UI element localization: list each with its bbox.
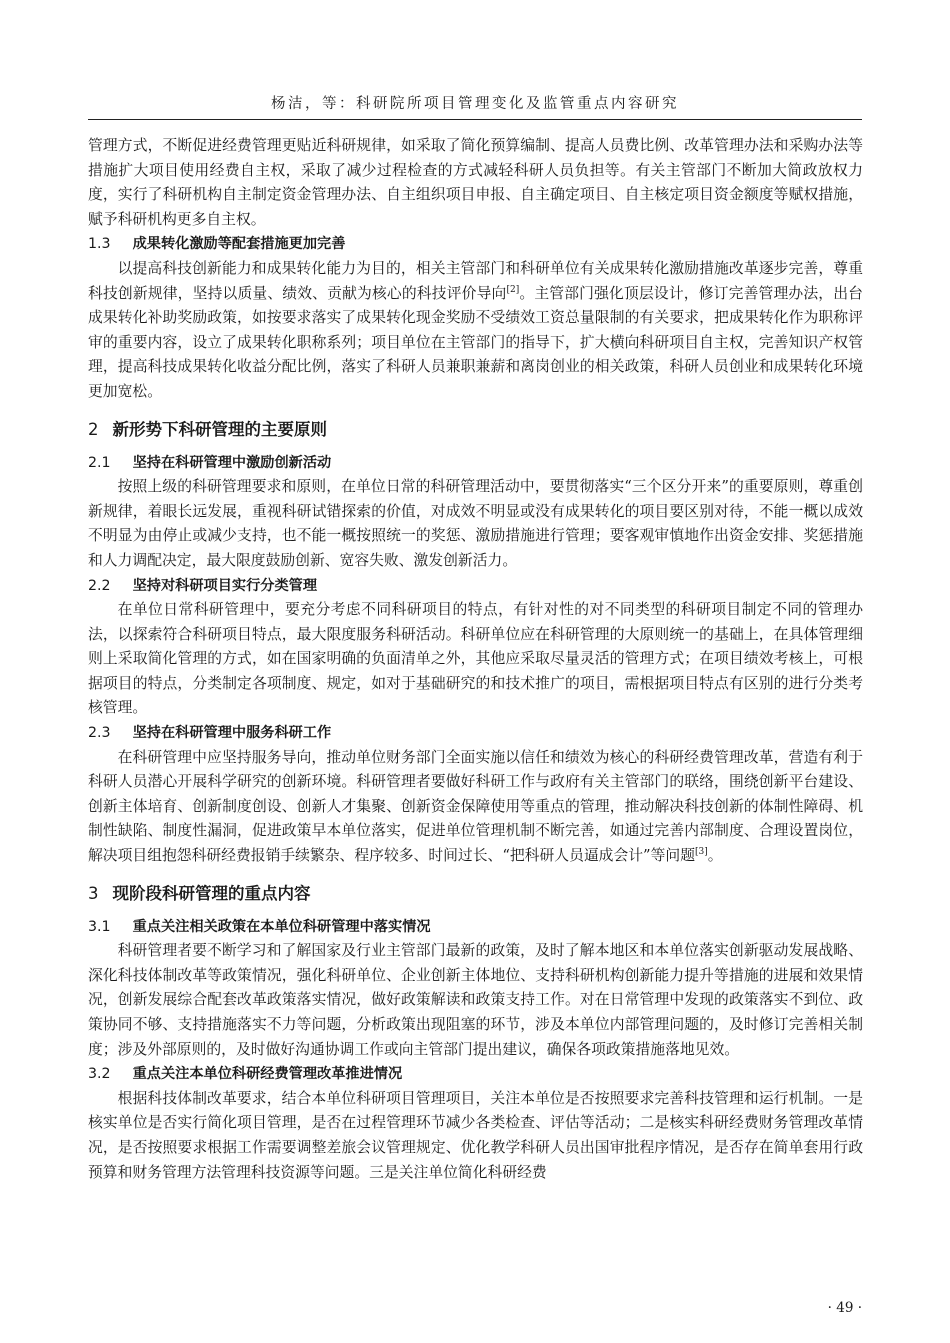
heading-number: 2.2 [88,577,111,594]
subsection-heading-2-2 [88,574,863,599]
subsection-heading-1-3 [88,232,863,257]
heading-title: 坚持在科研管理中服务科研工作 [132,725,332,742]
paragraph: 在单位日常科研管理中，要充分考虑不同科研项目的特点，有针对性的对不同类型的科研项目制定不同的管理办法，以探索符合科研项目特点，最大限度服务科研活动。科研单位应在科研管理的大原则统一的基础上，在具体管理细则上采取简化管理的方式，如在国家明确的负面清单之外，其他应采取尽量灵活的管理方式；在项目绩效考核上，可根据项目的特点，分类制定各项制度、规定，如对于基础研究的和技术推广的项目，需根据项目特点有区别的进行分类考核管理。 [88,601,863,717]
paragraph: 科研管理者要不断学习和了解国家及行业主管部门最新的政策，及时了解本地区和本单位落实创新驱动发展战略、深化科技体制改革等政策情况，强化科研单位、企业创新主体地位、支持科研机构创新能力提升等措施的进展和效果情况，创新发展综合配套改革政策落实情况，做好政策解读和政策支持工作。对在日常管理中发现的政策落实不到位、政策协同不够、支持措施落实不力等问题，分析政策出现阻塞的环节，涉及本单位内部管理问题的，及时修订完善相关制度；涉及外部原则的，及时做好沟通协调工作或向主管部门提出建议，确保各项政策措施落地见效。 [88,942,863,1058]
page-number: · 49 · [827,1300,862,1316]
header-rule [88,119,862,120]
heading-title: 成果转化激励等配套措施更加完善 [132,236,346,253]
running-head: 杨洁，等：科研院所项目管理变化及监管重点内容研究 [271,96,679,112]
heading-title: 新形势下科研管理的主要原则 [112,419,327,439]
paragraph: 管理方式，不断促进经费管理更贴近科研规律，如采取了简化预算编制、提高人员费比例、改革管理办法和采购办法等措施扩大项目使用经费自主权，采取了减少过程检查的方式减轻科研人员负担等。有关主管部门不断加大简政放权力度，实行了科研机构自主制定资金管理办法、自主组织项目申报、自主确定项目、自主核定项目资金额度等赋权措施，赋予科研机构更多自主权。 [88,137,863,228]
paragraph-text: 。 [707,847,723,865]
paragraph [88,257,863,405]
heading-number: 2.3 [88,725,111,742]
heading-number: 2.1 [88,454,111,471]
section-heading-3 [88,881,863,907]
paragraph-text: 在科研管理中应坚持服务导向，推动单位财务部门全面实施以信任和绩效为核心的科研经费管理改革，营造有利于科研人员潜心开展科学研究的创新环境。科研管理者要做好科研工作与政府有关主管部门的联络，围绕创新平台建设、创新主体培育、创新制度创设、创新人才集聚、创新资金保障使用等重点的管理，推动解决科技创新的体制性障碍、机制性缺陷、制度性漏洞，促进政策早本单位落实，促进单位管理机制不断完善，如通过完善内部制度、合理设置岗位，解决项目组抱怨科研经费报销手续繁杂、程序较多、时间过长、“把科研人员逼成会计”等问题 [88,748,863,865]
article-body [88,134,863,1185]
heading-number: 3.1 [88,918,111,935]
citation-marker: [3] [695,847,708,858]
citation-marker: [2] [506,284,520,295]
subsection-heading-3-1 [88,915,863,940]
paragraph-text: 。主管部门强化顶层设计，修订完善管理办法，出台成果转化补助奖励政策，如按要求落实了成果转化现金奖励不受绩效工资总量限制的有关要求，把成果转化作为职称评审的重要内容，设立了成果转化职称系列；项目单位在主管部门的指导下，扩大横向科研项目自主权，完善知识产权管理，提高科技成果转化收益分配比例，落实了科研人员兼职兼薪和离岗创业的相关政策，科研人员创业和成果转化环境更加宽松。 [88,284,863,400]
section-heading-2 [88,417,863,443]
paragraph: 根据科技体制改革要求，结合本单位科研项目管理项目，关注本单位是否按照要求完善科技管理和运行机制。一是核实单位是否实行简化项目管理，是否在过程管理环节减少各类检查、评估等活动；二是核实科研经费财务管理改革情况，是否按照要求根据工作需要调整差旅会议管理规定、优化教学科研人员出国审批程序情况，是否存在简单套用行政预算和财务管理方法管理科技资源等问题。三是关注单位简化科研经费 [88,1089,863,1181]
heading-number: 2 [88,419,99,439]
heading-title: 重点关注相关政策在本单位科研管理中落实情况 [132,918,431,935]
heading-number: 1.3 [88,236,111,253]
heading-number: 3 [88,883,99,903]
subsection-heading-2-3 [88,721,863,746]
subsection-heading-2-1 [88,451,863,476]
paragraph [88,746,863,869]
paragraph: 按照上级的科研管理要求和原则，在单位日常的科研管理活动中，要贯彻落实“三个区分开来”的重要原则，尊重创新规律，着眼长远发展，重视科研试错探索的价值，对成效不明显或没有成果转化的项目要区别对待，不能一概以成效不明显为由停止或减少支持，也不能一概按照统一的奖惩、激励措施进行管理；要客观审慎地作出资金安排、奖惩措施和人力调配决定，最大限度鼓励创新、宽容失败、激发创新活力。 [88,478,863,569]
subsection-heading-3-2 [88,1062,863,1087]
heading-title: 重点关注本单位科研经费管理改革推进情况 [132,1066,403,1083]
heading-number: 3.2 [88,1066,111,1083]
paragraph-text: 以提高科技创新能力和成果转化能力为目的，相关主管部门和科研单位有关成果转化激励措施改革逐步完善，尊重科技创新规律，坚持以质量、绩效、贡献为核心的科技评价导向 [88,259,863,302]
heading-title: 坚持对科研项目实行分类管理 [132,577,318,594]
heading-title: 坚持在科研管理中激励创新活动 [132,454,332,471]
heading-title: 现阶段科研管理的重点内容 [112,883,311,903]
